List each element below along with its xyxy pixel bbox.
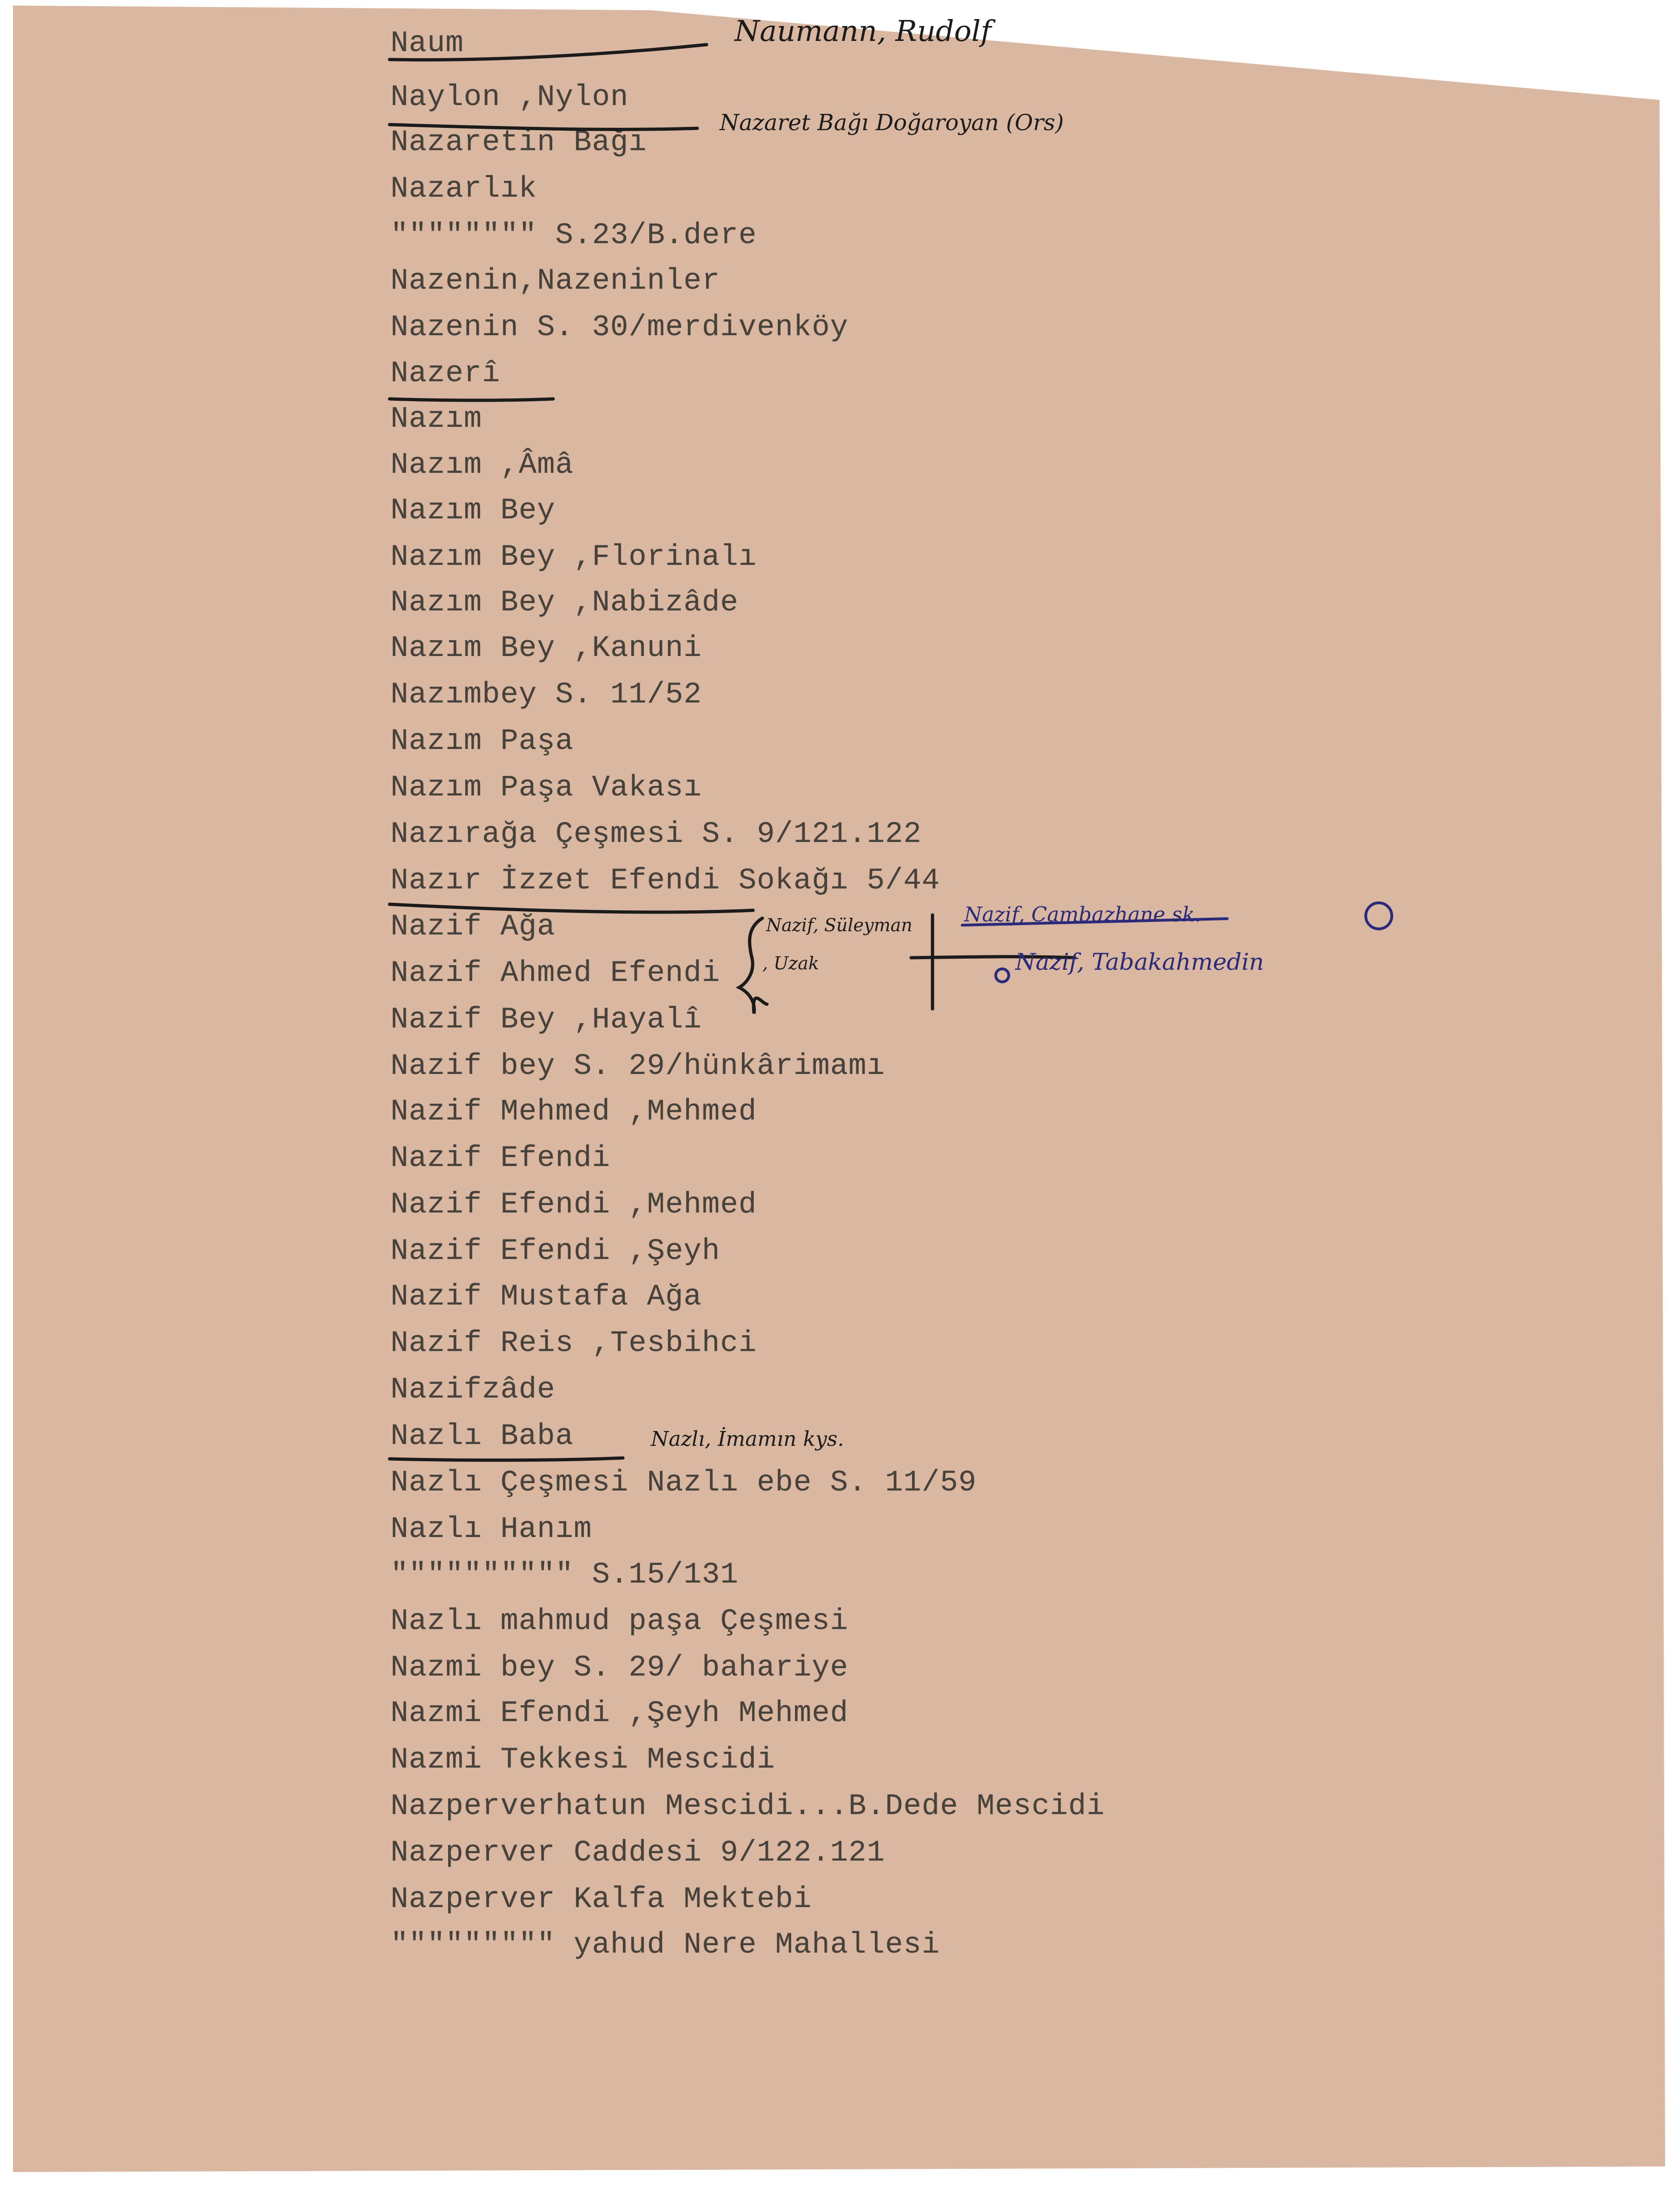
nazaretin-strike [390,125,697,129]
entry-nazim-bey-nabizade: Nazım Bey ,Nabizâde [390,586,739,620]
entry-naylon: Naylon ,Nylon [390,81,629,114]
entry-nazmi-bey: Nazmi bey S. 29/ bahariye [390,1651,849,1685]
entry-nazeri: Nazerî [390,357,501,391]
entry-nazif-efendi-mehmed: Nazif Efendi ,Mehmed [390,1188,757,1222]
entry-nazim-pasa: Nazım Paşa [390,725,574,758]
entry-nazarlik: Nazarlık [390,172,537,206]
entry-nazli-cesmesi: Nazlı Çeşmesi Nazlı ebe S. 11/59 [390,1466,977,1500]
nazif-struck-annotation: Nazif, Cambazhane sk. [964,903,1202,927]
entry-nazaretin-bagi: Nazaretin Bağı [390,126,647,159]
entry-nazif-bey-hayali: Nazif Bey ,Hayalî [390,1003,702,1037]
entry-nazenin: Nazenin,Nazeninler [390,265,721,298]
entry-nazperverhatun: Nazperverhatun Mescidi...B.Dede Mescidi [390,1790,1105,1823]
entry-nazim-bey: Nazım Bey [390,494,556,528]
nazli-baba-underline [390,1458,623,1460]
entry-nazmi-tekkesi: Nazmi Tekkesi Mescidi [390,1743,775,1777]
entry-nazifzade: Nazifzâde [390,1373,556,1407]
entry-nazim-bey-florinali: Nazım Bey ,Florinalı [390,541,757,574]
entry-nazif-efendi-seyh: Nazif Efendi ,Şeyh [390,1235,721,1268]
nazif-bracket-bottom-annotation: , Uzak [762,953,819,974]
entry-nazli-hanim: Nazlı Hanım [390,1513,592,1546]
entry-nazimbey: Nazımbey S. 11/52 [390,678,702,712]
plus-circle-mark [996,969,1009,982]
entry-nazif-reis: Nazif Reis ,Tesbihci [390,1327,757,1360]
naum-underline [390,45,707,60]
nazli-annotation: Nazlı, İmamın kys. [651,1427,844,1451]
entry-nazir-izzet: Nazır İzzet Efendi Sokağı 5/44 [390,864,940,898]
entry-naziraga-cesmesi: Nazırağa Çeşmesi S. 9/121.122 [390,818,922,851]
entry-nazenin-merdivenkoy: Nazenin S. 30/merdivenköy [390,311,849,344]
nazif-tabak-annotation: Nazif, Tabakahmedin [1015,948,1264,975]
entry-nazim: Nazım [390,403,483,436]
entry-naum: Naum [390,27,464,60]
nazeri-underline [390,399,553,400]
entry-nazim-ama: Nazım ,Âmâ [390,449,574,482]
nazir-izzet-underline [390,904,753,912]
entry-nazif-ahmed: Nazif Ahmed Efendi [390,957,721,990]
entry-nazmi-efendi: Nazmi Efendi ,Şeyh Mehmed [390,1697,849,1730]
circled-mark [1366,903,1392,929]
entry-nazli-baba: Nazlı Baba [390,1420,574,1453]
nazaretin-annotation: Nazaret Bağı Doğaroyan (Ors) [720,110,1064,136]
naum-annotation: Naumann, Rudolf [734,14,992,48]
entry-nere-mahallesi: """"""""" yahud Nere Mahallesi [390,1928,940,1962]
entry-nazif-bey-hunkarimami: Nazif bey S. 29/hünkârimamı [390,1050,885,1083]
entry-nazif-aga: Nazif Ağa [390,910,556,944]
entry-nazarlik-ditto: """""""" S.23/B.dere [390,219,757,252]
nazif-bracket-top-annotation: Nazif, Süleyman [766,915,913,935]
entry-nazperver-kalfa: Nazperver Kalfa Mektebi [390,1883,812,1916]
entry-nazif-efendi: Nazif Efendi [390,1142,610,1175]
entry-nazif-mustafa: Nazif Mustafa Ağa [390,1280,702,1314]
entry-nazim-pasa-vakasi: Nazım Paşa Vakası [390,771,702,805]
entry-nazperver-caddesi: Nazperver Caddesi 9/122.121 [390,1836,885,1870]
entry-nazli-hanim-ditto: """""""""" S.15/131 [390,1558,739,1592]
entry-nazli-mahmud: Nazlı mahmud paşa Çeşmesi [390,1605,849,1638]
entry-nazim-bey-kanuni: Nazım Bey ,Kanuni [390,632,702,665]
entry-nazif-mehmed: Nazif Mehmed ,Mehmed [390,1095,757,1129]
